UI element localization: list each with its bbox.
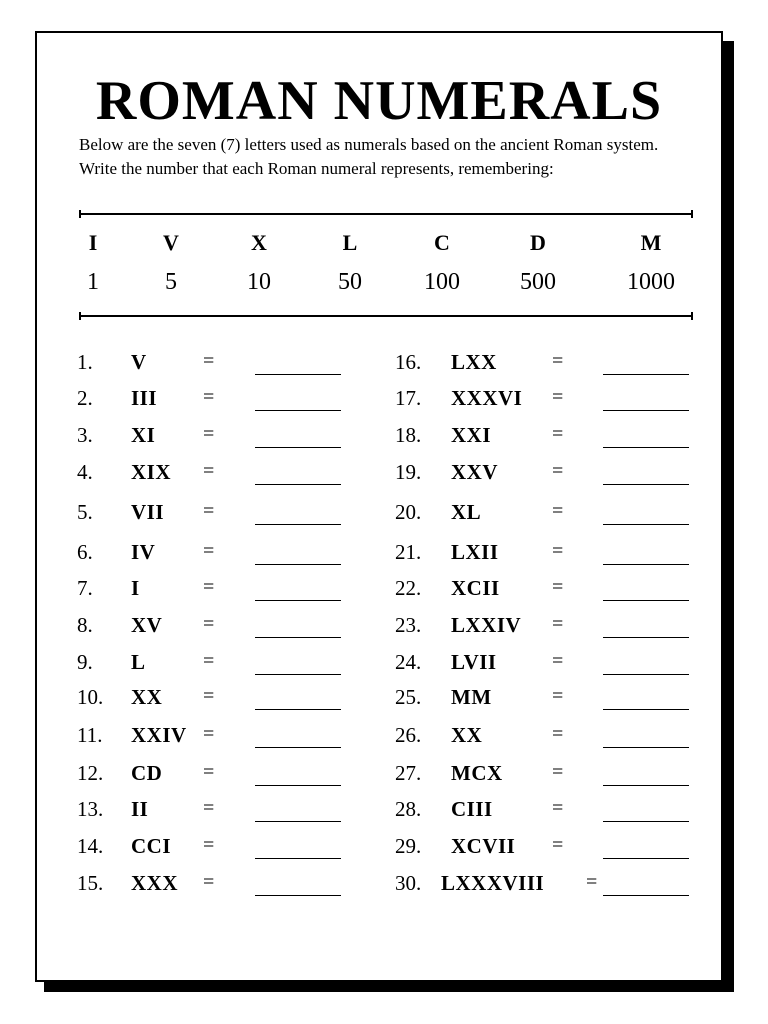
key-value: 100 (424, 269, 460, 295)
key-value: 1 (87, 269, 99, 295)
answer-blank[interactable] (255, 858, 341, 859)
question-numeral: LXXIV (451, 613, 522, 637)
question-numeral: XXI (451, 423, 492, 447)
question-numeral: XIX (131, 460, 172, 484)
question-numeral: XX (451, 723, 483, 747)
question-number: 1. (77, 350, 93, 374)
equals-sign: = (552, 834, 564, 856)
key-letter: C (434, 230, 450, 255)
answer-blank[interactable] (255, 374, 341, 375)
answer-blank[interactable] (255, 785, 341, 786)
equals-sign: = (203, 761, 215, 783)
equals-sign: = (552, 500, 564, 522)
question-number: 12. (77, 761, 104, 785)
equals-sign: = (203, 685, 215, 707)
key-letter: L (342, 230, 358, 255)
question-numeral: XXIV (131, 723, 187, 747)
question-numeral: XV (131, 613, 163, 637)
equals-sign: = (552, 761, 564, 783)
question-number: 19. (395, 460, 422, 484)
equals-sign: = (552, 650, 564, 672)
answer-blank[interactable] (255, 600, 341, 601)
equals-sign: = (552, 540, 564, 562)
answer-blank[interactable] (255, 821, 341, 822)
question-numeral: II (131, 797, 149, 821)
answer-blank[interactable] (603, 637, 689, 638)
answer-blank[interactable] (255, 524, 341, 525)
equals-sign: = (203, 460, 215, 482)
equals-sign: = (203, 834, 215, 856)
question-numeral: I (131, 576, 140, 600)
key-top-rule (79, 213, 693, 215)
answer-blank[interactable] (255, 674, 341, 675)
answer-blank[interactable] (255, 747, 341, 748)
equals-sign: = (203, 350, 215, 372)
question-number: 26. (395, 723, 422, 747)
equals-sign: = (552, 350, 564, 372)
question-numeral: L (131, 650, 146, 674)
worksheet (35, 31, 723, 982)
answer-blank[interactable] (255, 637, 341, 638)
answer-blank[interactable] (603, 600, 689, 601)
question-numeral: CD (131, 761, 163, 785)
answer-blank[interactable] (603, 895, 689, 896)
question-numeral: MCX (451, 761, 503, 785)
equals-sign: = (552, 386, 564, 408)
question-number: 5. (77, 500, 93, 524)
question-number: 4. (77, 460, 93, 484)
answer-blank[interactable] (603, 447, 689, 448)
equals-sign: = (552, 797, 564, 819)
question-numeral: XL (451, 500, 482, 524)
question-number: 20. (395, 500, 422, 524)
question-numeral: XXV (451, 460, 498, 484)
question-numeral: CIII (451, 797, 493, 821)
key-letter: D (530, 230, 546, 255)
question-numeral: MM (451, 685, 492, 709)
page-title: ROMAN NUMERALS (95, 70, 663, 132)
question-numeral: XCII (451, 576, 500, 600)
question-number: 7. (77, 576, 93, 600)
answer-blank[interactable] (255, 484, 341, 485)
question-numeral: LXX (451, 350, 497, 374)
answer-blank[interactable] (603, 410, 689, 411)
equals-sign: = (552, 613, 564, 635)
key-value: 500 (520, 269, 556, 295)
question-numeral: V (131, 350, 147, 374)
equals-sign: = (203, 576, 215, 598)
question-number: 13. (77, 797, 104, 821)
answer-blank[interactable] (603, 858, 689, 859)
answer-blank[interactable] (255, 410, 341, 411)
key-letter: M (640, 230, 662, 255)
answer-blank[interactable] (603, 747, 689, 748)
answer-blank[interactable] (255, 447, 341, 448)
question-number: 25. (395, 685, 422, 709)
question-number: 18. (395, 423, 422, 447)
question-number: 28. (395, 797, 422, 821)
answer-blank[interactable] (255, 564, 341, 565)
answer-blank[interactable] (603, 674, 689, 675)
equals-sign: = (203, 386, 215, 408)
question-number: 29. (395, 834, 422, 858)
equals-sign: = (203, 613, 215, 635)
key-bottom-rule (79, 315, 693, 317)
equals-sign: = (203, 650, 215, 672)
question-number: 3. (77, 423, 93, 447)
question-numeral: IV (131, 540, 156, 564)
question-numeral: XXXVI (451, 386, 523, 410)
question-number: 30. (395, 871, 422, 895)
question-number: 10. (77, 685, 104, 709)
question-numeral: VII (131, 500, 165, 524)
equals-sign: = (552, 423, 564, 445)
answer-blank[interactable] (603, 709, 689, 710)
question-number: 9. (77, 650, 93, 674)
question-number: 23. (395, 613, 422, 637)
answer-blank[interactable] (603, 785, 689, 786)
equals-sign: = (552, 723, 564, 745)
answer-blank[interactable] (255, 895, 341, 896)
equals-sign: = (203, 797, 215, 819)
answer-blank[interactable] (603, 564, 689, 565)
equals-sign: = (552, 685, 564, 707)
equals-sign: = (552, 460, 564, 482)
equals-sign: = (203, 871, 215, 893)
question-numeral: LVII (451, 650, 497, 674)
answer-blank[interactable] (603, 524, 689, 525)
question-numeral: III (131, 386, 158, 410)
intro-text: Below are the seven (7) letters used as numerals based on the ancient Roman system. Write the number that each Roman numeral represents, remembering: (79, 135, 659, 178)
equals-sign: = (552, 576, 564, 598)
equals-sign: = (203, 423, 215, 445)
question-number: 17. (395, 386, 422, 410)
equals-sign: = (203, 540, 215, 562)
question-numeral: XX (131, 685, 163, 709)
equals-sign: = (586, 871, 598, 893)
question-number: 6. (77, 540, 93, 564)
answer-blank[interactable] (603, 484, 689, 485)
equals-sign: = (203, 500, 215, 522)
answer-blank[interactable] (603, 374, 689, 375)
question-number: 21. (395, 540, 422, 564)
answer-blank[interactable] (255, 709, 341, 710)
equals-sign: = (203, 723, 215, 745)
answer-blank[interactable] (603, 821, 689, 822)
key-value: 50 (338, 269, 362, 295)
question-numeral: CCI (131, 834, 172, 858)
question-number: 2. (77, 386, 93, 410)
question-numeral: LXII (451, 540, 499, 564)
question-number: 22. (395, 576, 422, 600)
question-numeral: LXXXVIII (441, 871, 545, 895)
key-value: 10 (247, 269, 271, 295)
key-letter: I (88, 230, 98, 255)
question-numeral: XI (131, 423, 156, 447)
question-number: 14. (77, 834, 104, 858)
key-letter: V (163, 230, 179, 255)
question-numeral: XXX (131, 871, 178, 895)
question-number: 24. (395, 650, 422, 674)
question-number: 8. (77, 613, 93, 637)
question-number: 27. (395, 761, 422, 785)
question-number: 11. (77, 723, 103, 747)
key-value: 1000 (627, 269, 675, 295)
question-number: 16. (395, 350, 422, 374)
key-letter: X (251, 230, 267, 255)
question-number: 15. (77, 871, 104, 895)
question-numeral: XCVII (451, 834, 516, 858)
key-value: 5 (165, 269, 177, 295)
